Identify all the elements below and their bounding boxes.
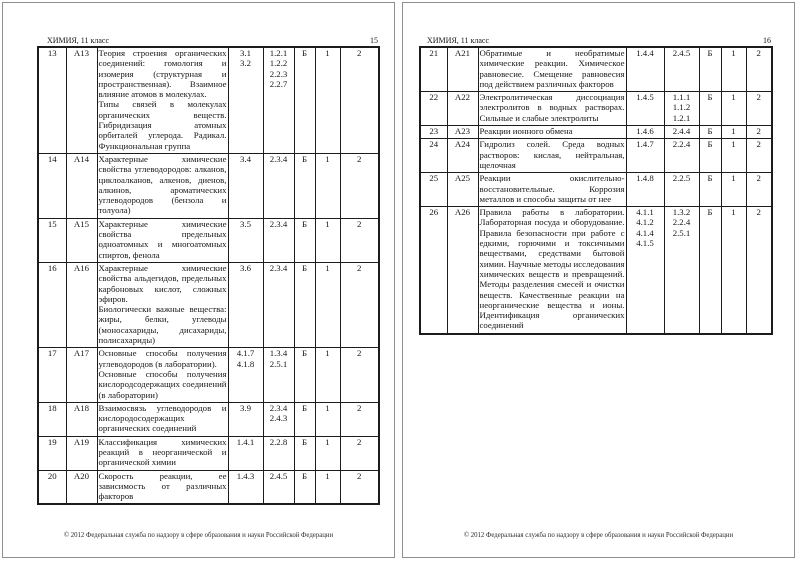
code-line: 3.4 <box>240 153 251 164</box>
cell-tasks: 1 <box>721 47 746 92</box>
page-number: 15 <box>370 36 378 45</box>
cell-codes1 <box>228 153 263 218</box>
cell-content <box>478 92 626 126</box>
content-paragraph: Характерные химические свойства углеводородов: алканов, циклоалканов, алкенов, диенов, алкинов, ароматических углеводородов (бензола и толуола) <box>98 153 227 216</box>
code-line: 3.5 <box>240 218 251 229</box>
code-line: 2.3.4 <box>269 262 288 273</box>
cell-codes2 <box>263 47 294 153</box>
cell-time: 2 <box>746 126 772 139</box>
code-line: 2.3.4 <box>269 402 288 413</box>
cell-level: Б <box>294 218 315 262</box>
cell-tasks: 1 <box>315 153 340 218</box>
cell-codes2 <box>664 92 699 126</box>
table-row <box>420 92 772 126</box>
code-line: 2.2.5 <box>672 173 691 184</box>
table-row <box>38 470 379 504</box>
cell-tasks: 1 <box>721 173 746 207</box>
content-paragraph: Основные способы получения углеводородов (в лаборатории). <box>98 348 227 369</box>
document-page-left <box>2 2 395 558</box>
cell-num: 15 <box>38 218 66 262</box>
cell-codes2 <box>263 262 294 347</box>
code-line: 4.1.4 <box>636 227 654 238</box>
cell-codes2 <box>263 402 294 436</box>
cell-code: А25 <box>447 173 478 207</box>
cell-codes2 <box>263 218 294 262</box>
cell-tasks: 1 <box>315 218 340 262</box>
cell-codes1 <box>626 92 664 126</box>
cell-num: 19 <box>38 436 66 470</box>
cell-code: А16 <box>66 262 97 347</box>
code-line: 1.1.1 <box>672 92 691 103</box>
running-head <box>37 36 378 45</box>
content-paragraph: Реакции ионного обмена <box>479 126 573 137</box>
cell-content <box>97 402 228 436</box>
cell-codes1 <box>228 47 263 153</box>
cell-time: 2 <box>340 470 379 504</box>
document-page-right <box>402 2 795 558</box>
cell-codes2 <box>664 126 699 139</box>
page-title: ХИМИЯ, 11 класс <box>47 36 110 45</box>
cell-content <box>97 262 228 347</box>
code-line: 2.4.5 <box>672 48 691 58</box>
cell-level: Б <box>699 126 721 139</box>
code-line: 1.3.2 <box>672 207 691 218</box>
cell-time: 2 <box>746 207 772 334</box>
cell-codes2 <box>664 207 699 334</box>
cell-codes2 <box>263 153 294 218</box>
cell-num: 26 <box>420 207 447 334</box>
cell-code: А19 <box>66 436 97 470</box>
cell-codes1 <box>626 126 664 139</box>
content-paragraph: Реакции окислительно-восстановительные. Коррозия металлов и способы защиты от нее <box>479 173 625 204</box>
cell-num: 13 <box>38 47 66 153</box>
spec-table-wrapper <box>419 46 773 335</box>
code-line: 1.2.2 <box>269 58 288 69</box>
cell-codes1 <box>626 47 664 92</box>
cell-time: 2 <box>340 348 379 402</box>
page-number: 16 <box>763 36 771 45</box>
running-head <box>419 36 771 45</box>
code-line: 1.2.1 <box>269 48 288 58</box>
cell-level: Б <box>699 173 721 207</box>
page-title: ХИМИЯ, 11 класс <box>427 36 490 45</box>
cell-level: Б <box>294 348 315 402</box>
cell-num: 16 <box>38 262 66 347</box>
code-line: 1.4.6 <box>636 126 654 137</box>
table-row <box>38 436 379 470</box>
cell-tasks: 1 <box>315 402 340 436</box>
table-row <box>420 126 772 139</box>
cell-content <box>97 348 228 402</box>
cell-num: 20 <box>38 470 66 504</box>
cell-level: Б <box>699 92 721 126</box>
cell-code: А20 <box>66 470 97 504</box>
cell-content <box>478 47 626 92</box>
cell-tasks: 1 <box>315 262 340 347</box>
cell-time: 2 <box>340 402 379 436</box>
exam-spec-table <box>37 46 380 505</box>
cell-code: А21 <box>447 47 478 92</box>
content-paragraph: Характерные химические свойства предельных одноатомных и многоатомных спиртов, фенола <box>98 218 227 260</box>
code-line: 1.1.2 <box>672 102 691 113</box>
cell-content <box>478 173 626 207</box>
cell-time: 2 <box>340 47 379 153</box>
code-line: 2.4.5 <box>269 470 288 481</box>
cell-code: А23 <box>447 126 478 139</box>
table-row <box>38 348 379 402</box>
cell-num: 24 <box>420 139 447 173</box>
code-line: 3.2 <box>240 58 251 69</box>
table-row <box>420 47 772 92</box>
table-row <box>38 218 379 262</box>
cell-level: Б <box>294 153 315 218</box>
table-row <box>420 139 772 173</box>
cell-time: 2 <box>340 153 379 218</box>
cell-level: Б <box>699 47 721 92</box>
cell-level: Б <box>294 436 315 470</box>
code-line: 4.1.2 <box>636 217 654 228</box>
code-line: 2.2.3 <box>269 68 288 79</box>
cell-code: А13 <box>66 47 97 153</box>
code-line: 4.1.7 <box>236 348 255 359</box>
cell-code: А14 <box>66 153 97 218</box>
content-paragraph: Обратимые и необратимые химические реакции. Химическое равновесие. Смещение равновесия под действием различных факторов <box>479 48 625 89</box>
cell-code: А15 <box>66 218 97 262</box>
copyright-footer: © 2012 Федеральная служба по надзору в сфере образования и науки Российской Федерации <box>63 532 334 539</box>
table-row <box>420 207 772 334</box>
cell-content <box>478 126 626 139</box>
code-line: 2.4.3 <box>269 413 288 424</box>
cell-codes1 <box>228 218 263 262</box>
cell-content <box>97 47 228 153</box>
cell-level: Б <box>699 139 721 173</box>
cell-code: А22 <box>447 92 478 126</box>
code-line: 1.4.1 <box>236 436 255 447</box>
code-line: 4.1.1 <box>636 207 654 218</box>
cell-codes2 <box>664 173 699 207</box>
cell-code: А18 <box>66 402 97 436</box>
cell-content <box>97 436 228 470</box>
cell-level: Б <box>294 402 315 436</box>
code-line: 1.3.4 <box>269 348 288 359</box>
cell-level: Б <box>294 262 315 347</box>
code-line: 1.4.7 <box>636 139 654 150</box>
code-line: 1.4.5 <box>636 92 654 103</box>
cell-codes1 <box>228 470 263 504</box>
code-line: 1.4.8 <box>636 173 654 184</box>
cell-num: 25 <box>420 173 447 207</box>
code-line: 3.1 <box>240 48 251 58</box>
code-line: 2.3.4 <box>269 218 288 229</box>
cell-level: Б <box>294 470 315 504</box>
content-paragraph: Гидролиз солей. Среда водных растворов: кислая, нейтральная, щелочная <box>479 139 625 170</box>
content-paragraph: Электролитическая диссоциация электролитов в водных растворах. Сильные и слабые электролиты <box>479 92 625 123</box>
cell-codes1 <box>228 348 263 402</box>
cell-time: 2 <box>340 218 379 262</box>
cell-content <box>97 218 228 262</box>
cell-tasks: 1 <box>315 348 340 402</box>
code-line: 2.5.1 <box>269 358 288 369</box>
cell-codes1 <box>626 207 664 334</box>
cell-tasks: 1 <box>721 92 746 126</box>
cell-num: 23 <box>420 126 447 139</box>
cell-num: 21 <box>420 47 447 92</box>
cell-content <box>478 207 626 334</box>
cell-tasks: 1 <box>315 47 340 153</box>
table-row <box>420 173 772 207</box>
cell-tasks: 1 <box>721 207 746 334</box>
table-body <box>420 47 772 334</box>
cell-codes1 <box>626 173 664 207</box>
code-line: 4.1.5 <box>636 238 654 249</box>
code-line: 1.4.3 <box>236 470 255 481</box>
cell-codes2 <box>263 348 294 402</box>
exam-spec-table <box>419 46 773 335</box>
cell-time: 2 <box>746 92 772 126</box>
cell-time: 2 <box>340 436 379 470</box>
content-paragraph: Взаимосвязь углеводородов и кислородосодержащих органических соединений <box>98 402 227 434</box>
cell-num: 22 <box>420 92 447 126</box>
cell-content <box>97 153 228 218</box>
cell-content <box>478 139 626 173</box>
cell-codes2 <box>664 139 699 173</box>
cell-time: 2 <box>340 262 379 347</box>
code-line: 2.2.4 <box>672 139 691 150</box>
code-line: 2.5.1 <box>672 227 691 238</box>
content-paragraph: Классификация химических реакций в неорганической и органической химии <box>98 436 227 468</box>
cell-content <box>97 470 228 504</box>
table-row <box>38 47 379 153</box>
code-line: 2.2.8 <box>269 436 288 447</box>
code-line: 2.2.4 <box>672 217 691 228</box>
cell-tasks: 1 <box>721 139 746 173</box>
cell-codes1 <box>228 436 263 470</box>
cell-codes1 <box>228 262 263 347</box>
code-line: 1.4.4 <box>636 48 654 58</box>
cell-code: А26 <box>447 207 478 334</box>
code-line: 2.3.4 <box>269 153 288 164</box>
cell-code: А17 <box>66 348 97 402</box>
cell-time: 2 <box>746 139 772 173</box>
code-line: 2.2.7 <box>269 78 288 89</box>
cell-level: Б <box>699 207 721 334</box>
code-line: 2.4.4 <box>672 126 691 137</box>
cell-tasks: 1 <box>721 126 746 139</box>
table-body <box>38 47 379 504</box>
content-paragraph: Основные способы получения кислородсодержащих соединений (в лаборатории) <box>98 368 227 400</box>
cell-codes2 <box>263 436 294 470</box>
cell-num: 17 <box>38 348 66 402</box>
code-line: 3.6 <box>240 262 251 273</box>
content-paragraph: Скорость реакции, ее зависимость от различных факторов <box>98 470 227 502</box>
copyright-footer: © 2012 Федеральная служба по надзору в сфере образования и науки Российской Федерации <box>463 532 734 539</box>
content-paragraph: Характерные химические свойства альдегидов, предельных карбоновых кислот, сложных эфиров. <box>98 262 227 304</box>
content-paragraph: Теория строения органических соединений: гомология и изомерия (структурная и пространственная). Взаимное влияние атомов в молекулах. <box>98 48 227 100</box>
cell-codes1 <box>228 402 263 436</box>
content-paragraph: Типы связей в молекулах органических веществ. Гибридизация атомных орбиталей углерода. Радикал. Функциональная группа <box>98 99 227 151</box>
code-line: 1.2.1 <box>672 112 691 123</box>
content-paragraph: Правила работы в лаборатории. Лабораторная посуда и оборудование. Правила безопасности при работе с едкими, горючими и токсичными веществами, средствами бытовой химии. Научные методы исследования химических веществ и превращений. Методы разделения смесей и очистки веществ. Качественные реакции на неорганические вещества и ионы. Идентификация органических соединений <box>479 207 625 331</box>
table-row <box>38 262 379 347</box>
cell-num: 14 <box>38 153 66 218</box>
cell-time: 2 <box>746 173 772 207</box>
cell-time: 2 <box>746 47 772 92</box>
cell-num: 18 <box>38 402 66 436</box>
spec-table-wrapper <box>37 46 380 505</box>
cell-codes2 <box>263 470 294 504</box>
table-row <box>38 402 379 436</box>
cell-code: А24 <box>447 139 478 173</box>
cell-tasks: 1 <box>315 470 340 504</box>
cell-tasks: 1 <box>315 436 340 470</box>
cell-codes2 <box>664 47 699 92</box>
code-line: 3.9 <box>240 402 251 413</box>
code-line: 4.1.8 <box>236 358 255 369</box>
table-row <box>38 153 379 218</box>
cell-codes1 <box>626 139 664 173</box>
cell-level: Б <box>294 47 315 153</box>
content-paragraph: Биологически важные вещества: жиры, белки, углеводы (моносахариды, дисахариды, полисахариды) <box>98 304 227 346</box>
